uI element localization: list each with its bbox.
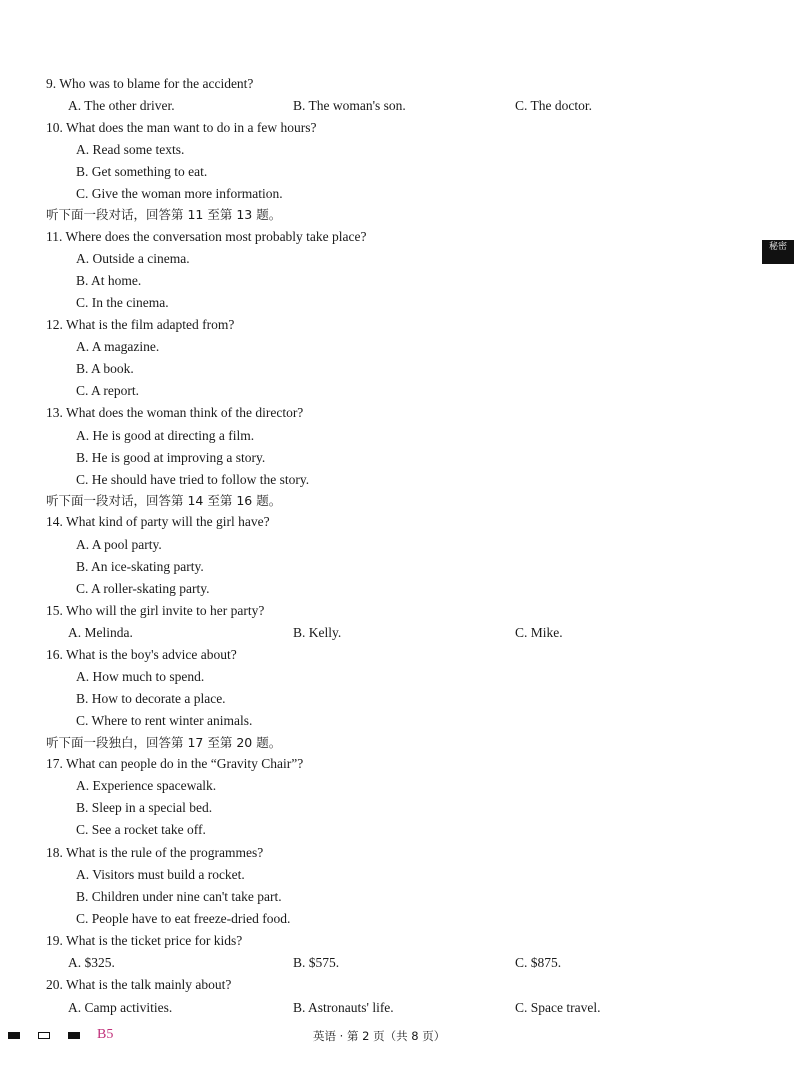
footer-square-outline-icon	[38, 1032, 50, 1039]
footer-code: B5	[97, 1027, 114, 1042]
question-20-option-b: B. Astronauts' life.	[293, 1000, 394, 1015]
question-15-option-b: B. Kelly.	[293, 625, 342, 640]
footer-page-info: 英语 · 第 2 页（共 8 页）	[313, 1029, 446, 1043]
question-12-stem: 12. What is the film adapted from?	[46, 317, 235, 332]
question-17-option-c: C. See a rocket take off.	[76, 822, 206, 837]
question-16-option-b: B. How to decorate a place.	[76, 691, 226, 706]
question-16-option-a: A. How much to spend.	[76, 669, 205, 684]
question-10-option-a: A. Read some texts.	[76, 142, 185, 157]
question-20-stem: 20. What is the talk mainly about?	[46, 977, 232, 992]
footer-square-filled-icon	[68, 1032, 80, 1039]
question-13-option-c: C. He should have tried to follow the story.	[76, 472, 310, 487]
question-10-option-b: B. Get something to eat.	[76, 164, 208, 179]
question-16-option-c: C. Where to rent winter animals.	[76, 713, 253, 728]
question-14-option-b: B. An ice-skating party.	[76, 559, 204, 574]
question-12-option-b: B. A book.	[76, 361, 134, 376]
question-18-option-a: A. Visitors must build a rocket.	[76, 867, 245, 882]
question-15-option-a: A. Melinda.	[68, 625, 133, 640]
question-18-option-b: B. Children under nine can't take part.	[76, 889, 282, 904]
question-18-stem: 18. What is the rule of the programmes?	[46, 845, 264, 860]
question-15-option-c: C. Mike.	[515, 625, 563, 640]
question-15-stem: 15. Who will the girl invite to her party?	[46, 603, 265, 618]
question-11-option-b: B. At home.	[76, 273, 142, 288]
question-18-option-c: C. People have to eat freeze-dried food.	[76, 911, 291, 926]
question-20-option-c: C. Space travel.	[515, 1000, 601, 1015]
question-11-option-c: C. In the cinema.	[76, 295, 169, 310]
footer-square-filled-icon	[8, 1032, 20, 1039]
question-12-option-a: A. A magazine.	[76, 339, 160, 354]
side-tab-label: 秘密	[762, 240, 794, 264]
question-9-stem: 9. Who was to blame for the accident?	[46, 76, 254, 91]
question-17-stem: 17. What can people do in the “Gravity Chair”?	[46, 756, 304, 771]
question-19-stem: 19. What is the ticket price for kids?	[46, 933, 243, 948]
question-14-option-a: A. A pool party.	[76, 537, 162, 552]
question-13-option-b: B. He is good at improving a story.	[76, 450, 266, 465]
question-17-option-a: A. Experience spacewalk.	[76, 778, 217, 793]
question-11-option-a: A. Outside a cinema.	[76, 251, 190, 266]
question-19-option-c: C. $875.	[515, 955, 562, 970]
question-13-stem: 13. What does the woman think of the director?	[46, 405, 304, 420]
question-12-option-c: C. A report.	[76, 383, 139, 398]
question-17-option-b: B. Sleep in a special bed.	[76, 800, 213, 815]
question-9-option-c: C. The doctor.	[515, 98, 592, 113]
question-20-option-a: A. Camp activities.	[68, 1000, 173, 1015]
question-9-option-b: B. The woman's son.	[293, 98, 406, 113]
question-19-option-b: B. $575.	[293, 955, 340, 970]
question-16-stem: 16. What is the boy's advice about?	[46, 647, 237, 662]
section-instruction-3: 听下面一段独白，回答第 17 至第 20 题。	[46, 735, 282, 750]
question-14-option-c: C. A roller-skating party.	[76, 581, 210, 596]
question-14-stem: 14. What kind of party will the girl have?	[46, 514, 270, 529]
question-10-stem: 10. What does the man want to do in a few hours?	[46, 120, 317, 135]
section-instruction-1: 听下面一段对话，回答第 11 至第 13 题。	[46, 207, 282, 222]
question-13-option-a: A. He is good at directing a film.	[76, 428, 255, 443]
question-10-option-c: C. Give the woman more information.	[76, 186, 283, 201]
section-instruction-2: 听下面一段对话，回答第 14 至第 16 题。	[46, 493, 282, 508]
question-11-stem: 11. Where does the conversation most probably take place?	[46, 229, 367, 244]
question-19-option-a: A. $325.	[68, 955, 115, 970]
question-9-option-a: A. The other driver.	[68, 98, 175, 113]
